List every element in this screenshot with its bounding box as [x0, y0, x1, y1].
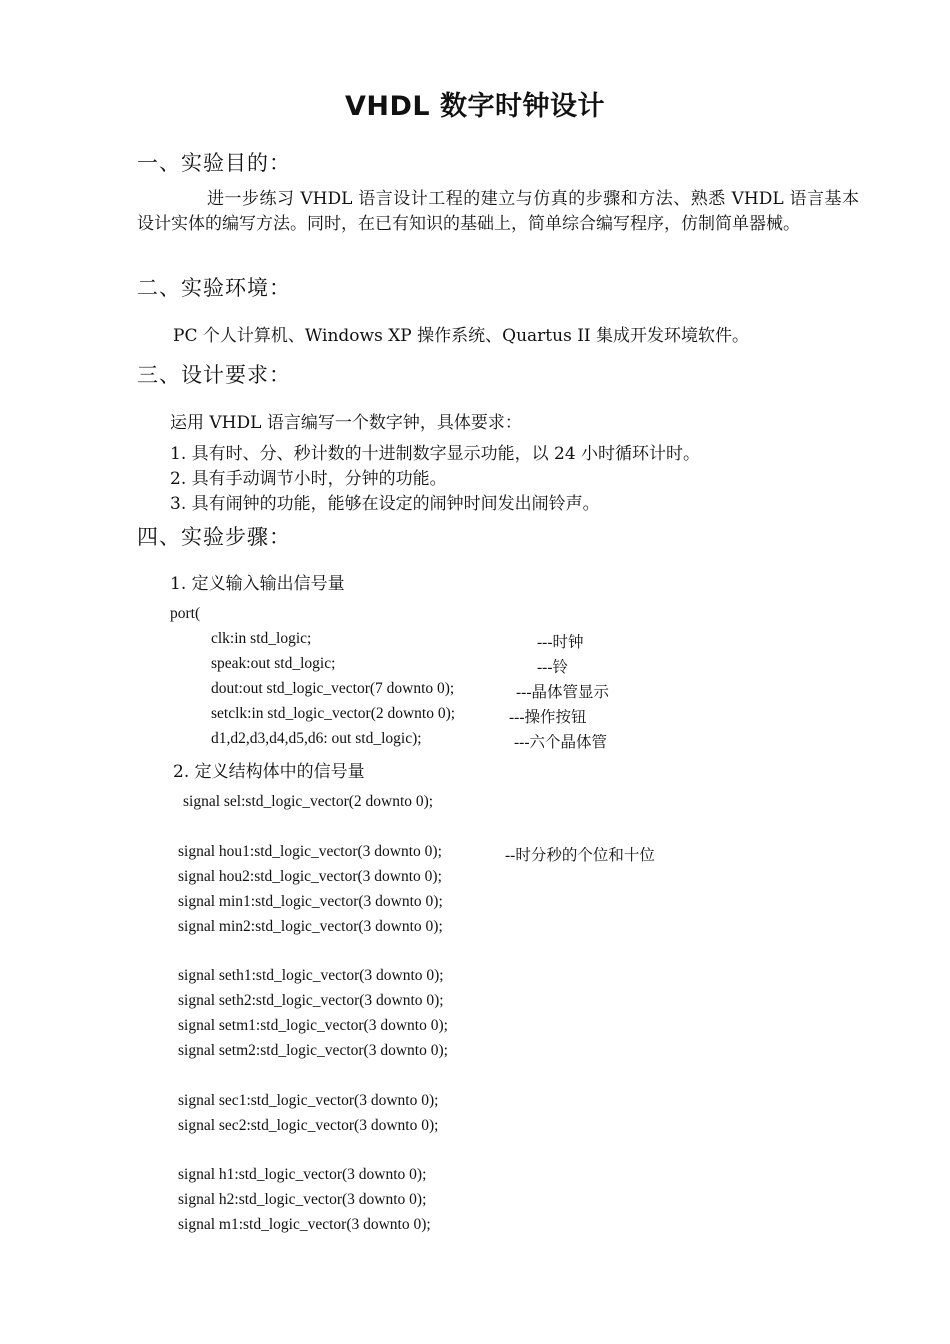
section-heading-steps: 四、实验步骤： [137, 525, 291, 549]
page-title: VHDL 数字时钟设计 [344, 91, 605, 122]
section-heading-purpose: 一、实验目的： [137, 151, 291, 175]
signal-decl: signal seth1:std_logic_vector(3 downto 0); [178, 967, 444, 984]
port-comment: ---六个晶体管 [514, 734, 607, 751]
signal-decl: signal m1:std_logic_vector(3 downto 0); [178, 1216, 431, 1233]
environment-text: PC 个人计算机、Windows XP 操作系统、Quartus II 集成开发环境软件。 [173, 326, 750, 346]
signal-decl: signal hou1:std_logic_vector(3 downto 0); [178, 843, 442, 860]
signal-decl: signal h1:std_logic_vector(3 downto 0); [178, 1166, 427, 1183]
requirement-item: 1. 具有时、分、秒计数的十进制数字显示功能，以 24 小时循环计时。 [170, 444, 701, 464]
signal-decl: signal min2:std_logic_vector(3 downto 0); [178, 918, 443, 935]
signal-decl: signal seth2:std_logic_vector(3 downto 0); [178, 992, 444, 1009]
section-heading-environment: 二、实验环境： [137, 276, 291, 300]
port-comment: ---晶体管显示 [516, 684, 609, 701]
port-comment: ---时钟 [537, 634, 584, 651]
port-comment: ---操作按钮 [509, 709, 587, 726]
section-heading-requirements: 三、设计要求： [137, 363, 291, 387]
signal-decl: signal h2:std_logic_vector(3 downto 0); [178, 1191, 427, 1208]
signal-decl: signal setm1:std_logic_vector(3 downto 0); [178, 1017, 448, 1034]
port-decl: d1,d2,d3,d4,d5,d6: out std_logic); [211, 730, 422, 747]
port-decl: dout:out std_logic_vector(7 downto 0); [211, 680, 455, 697]
step-2-heading: 2. 定义结构体中的信号量 [173, 762, 365, 782]
requirement-item: 2. 具有手动调节小时，分钟的功能。 [170, 469, 447, 489]
signal-decl: signal hou2:std_logic_vector(3 downto 0); [178, 868, 442, 885]
signal-decl: signal sel:std_logic_vector(2 downto 0); [183, 793, 434, 810]
purpose-paragraph: 进一步练习 VHDL 语言设计工程的建立与仿真的步骤和方法、熟悉 VHDL 语言基本设计实体的编写方法。同时，在已有知识的基础上，简单综合编写程序，仿制简单器械。 [137, 189, 859, 234]
signal-decl: signal setm2:std_logic_vector(3 downto 0); [178, 1042, 448, 1059]
port-open: port( [170, 605, 201, 622]
port-comment: ---铃 [537, 659, 568, 676]
requirements-intro: 运用 VHDL 语言编写一个数字钟，具体要求： [170, 413, 522, 433]
signal-decl: signal min1:std_logic_vector(3 downto 0); [178, 893, 443, 910]
signal-decl: signal sec2:std_logic_vector(3 downto 0); [178, 1117, 439, 1134]
signal-comment: --时分秒的个位和十位 [505, 847, 655, 864]
requirement-item: 3. 具有闹钟的功能，能够在设定的闹钟时间发出闹铃声。 [170, 494, 600, 514]
port-decl: clk:in std_logic; [211, 630, 312, 647]
port-decl: speak:out std_logic; [211, 655, 336, 672]
step-1-heading: 1. 定义输入输出信号量 [170, 574, 345, 594]
signal-decl: signal sec1:std_logic_vector(3 downto 0); [178, 1092, 439, 1109]
port-decl: setclk:in std_logic_vector(2 downto 0); [211, 705, 456, 722]
